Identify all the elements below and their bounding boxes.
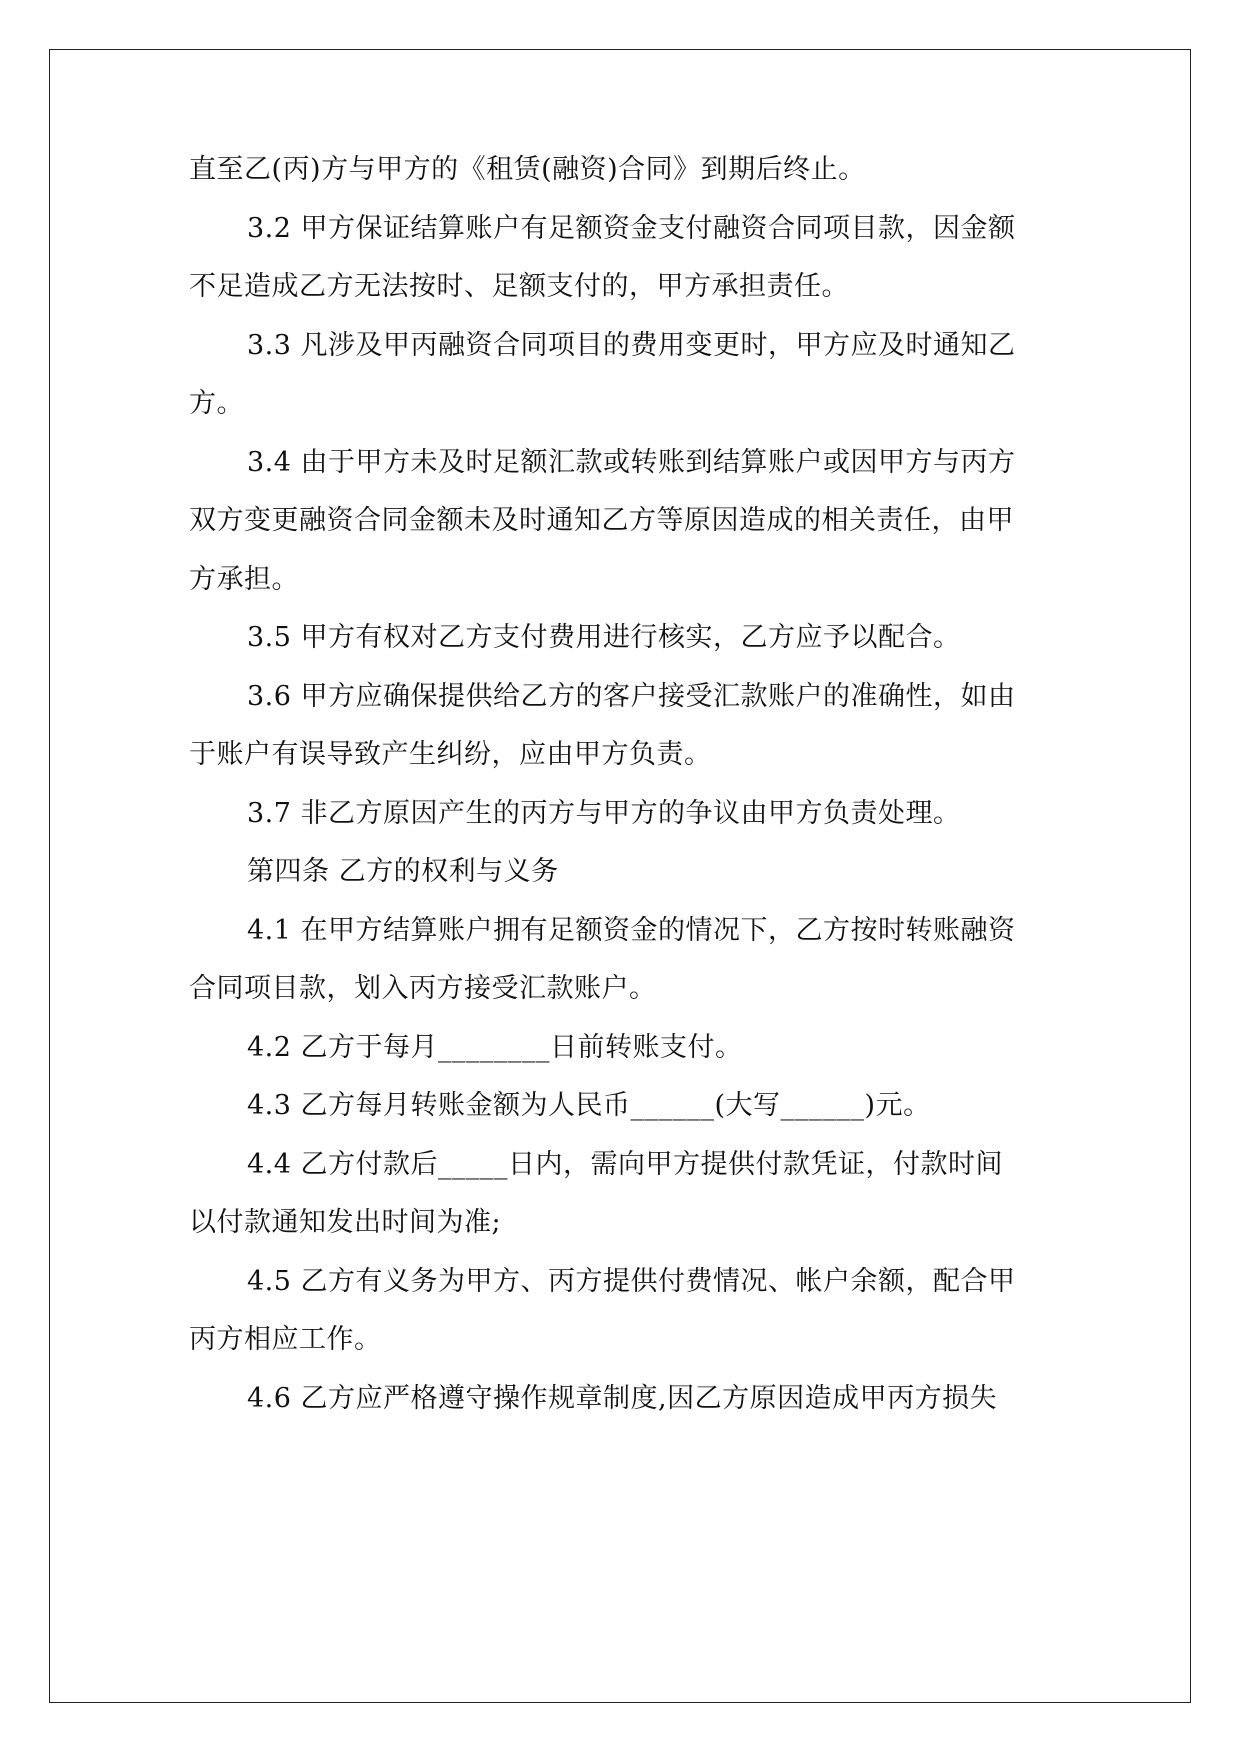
text-line-19: 以付款通知发出时间为准;	[189, 1207, 502, 1238]
text-line-12: 3.7 非乙方原因产生的丙方与甲方的争议由甲方负责处理。	[247, 797, 961, 829]
text-line-4: 3.3 凡涉及甲丙融资合同项目的费用变更时，甲方应及时通知乙	[247, 329, 1016, 361]
text-line-9: 3.5 甲方有权对乙方支付费用进行核实，乙方应予以配合。	[247, 622, 961, 653]
text-line-15: 合同项目款，划入丙方接受汇款账户。	[189, 973, 657, 1004]
text-line-11: 于账户有误导致产生纠纷，应由甲方负责。	[189, 739, 712, 770]
text-line-7: 双方变更融资合同金额未及时通知乙方等原因造成的相关责任，由甲	[189, 505, 1014, 536]
text-line-8: 方承担。	[189, 563, 299, 595]
text-line-21: 丙方相应工作。	[189, 1324, 382, 1355]
section-heading: 第四条 乙方的权利与义务	[247, 856, 559, 887]
text-line-6: 3.4 由于甲方未及时足额汇款或转账到结算账户或因甲方与丙方	[247, 446, 1016, 478]
text-line-5: 方。	[189, 388, 244, 419]
text-line-3: 不足造成乙方无法按时、足额支付的，甲方承担责任。	[189, 271, 849, 302]
text-line-20: 4.5 乙方有义务为甲方、丙方提供付费情况、帐户余额，配合甲	[247, 1265, 1016, 1297]
text-line-1: 直至乙(丙)方与甲方的《租赁(融资)合同》到期后终止。	[189, 154, 866, 185]
text-line-14: 4.1 在甲方结算账户拥有足额资金的情况下，乙方按时转账融资	[247, 914, 1016, 946]
text-line-22: 4.6 乙方应严格遵守操作规章制度,因乙方原因造成甲丙方损失	[247, 1382, 998, 1414]
text-line-17: 4.3 乙方每月转账金额为人民币______(大写______)元。	[247, 1090, 931, 1121]
text-line-2: 3.2 甲方保证结算账户有足额资金支付融资合同项目款，因金额	[247, 212, 1016, 244]
text-line-10: 3.6 甲方应确保提供给乙方的客户接受汇款账户的准确性，如由	[247, 680, 1016, 712]
text-line-18: 4.4 乙方付款后_____日内，需向甲方提供付款凭证，付款时间	[247, 1148, 1004, 1180]
text-line-16: 4.2 乙方于每月________日前转账支付。	[247, 1031, 743, 1063]
